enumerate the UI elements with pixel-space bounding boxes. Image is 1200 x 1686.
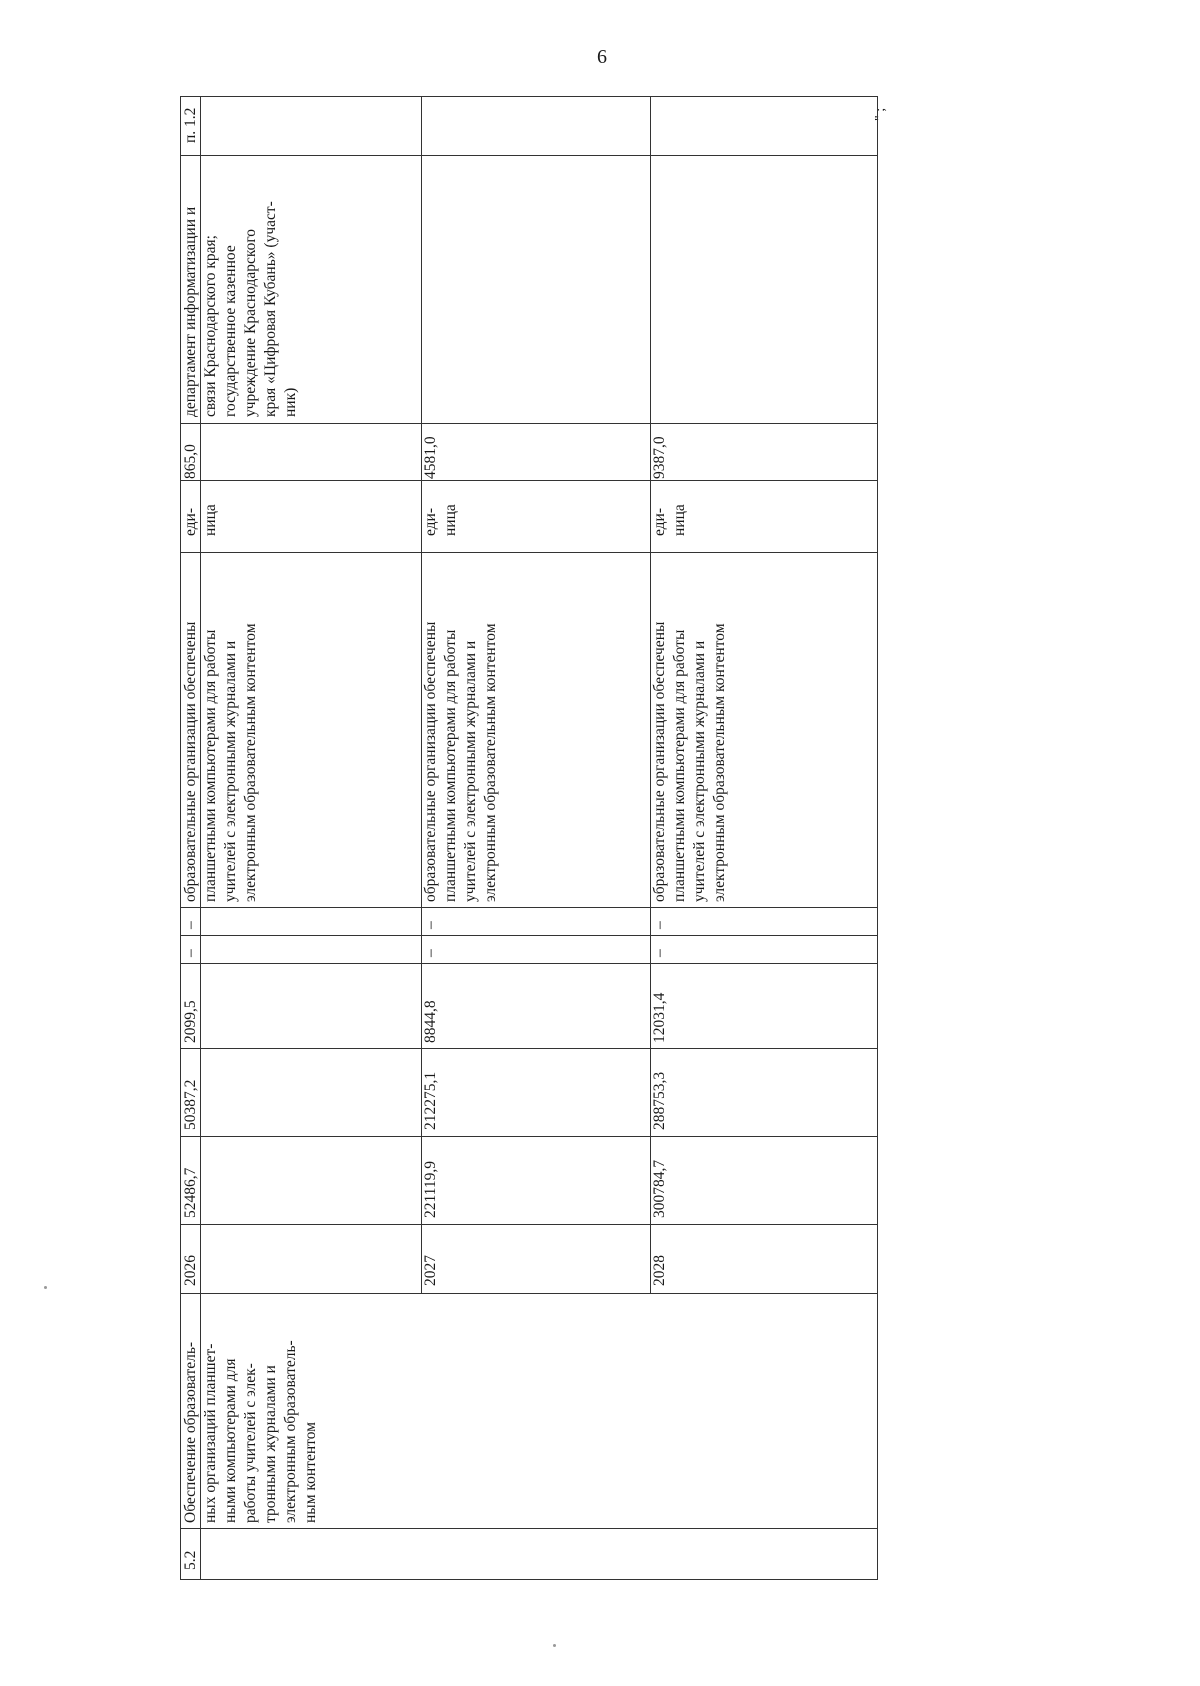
cell-federal [181,963,200,1048]
result-text: образовательные организации обеспечены планшетными компьютерами для работы учителей с электронными журналами и электронным образовательным контентом [182,621,259,902]
federal-text: 8844,8 [422,1000,439,1043]
cell-row-number [181,1528,200,1579]
cell-regional [421,1048,440,1136]
cell-unit [181,480,221,552]
row-number-text: 5.2 [182,1550,199,1570]
cell-total [650,1136,669,1224]
cell-total [421,1136,440,1224]
responsible-text: департамент информатизации и связи Краснодарского края; государственное казенное учреждение Краснодарского края «Цифровая Кубань» (участ- ник) [182,201,299,417]
reference-text: п. 1.2 [182,107,199,143]
cell-federal [421,963,440,1048]
total-text: 221119,9 [422,1161,439,1218]
table-rule [181,1224,877,1225]
cell-regional [181,1048,200,1136]
year-text: 2028 [651,1255,668,1286]
cell-total [181,1136,200,1224]
year-text: 2027 [422,1255,439,1286]
margin-mark: " ; [873,107,888,121]
dash-text: – [651,949,668,957]
cell-unit [650,480,690,552]
table-rule [181,480,877,481]
page-number: 6 [597,46,607,68]
cell-reference [181,97,200,155]
table-rule [181,423,877,424]
cell-value [181,423,200,480]
cell-year [650,1224,669,1293]
measure-name-text: Обеспечение образователь- ных организаций планшет- ными компьютерами для работы учителей с элек- тронными журналами и электронным образователь- ным контентом [182,1340,319,1523]
cell-year [421,1224,440,1293]
regional-text: 50387,2 [182,1079,199,1130]
table-rule [181,963,877,964]
regional-text: 212275,1 [422,1071,439,1130]
cell-federal [650,963,669,1048]
table-rule [181,1528,877,1529]
cell-result [181,552,421,907]
cell-measure-name [181,1293,877,1528]
dash-text: – [182,949,199,957]
rotated-table [180,96,878,1580]
cell-regional [650,1048,669,1136]
dash-text: – [422,921,439,929]
scan-speck [553,1644,556,1647]
federal-text: 2099,5 [182,1000,199,1043]
year-text: 2026 [182,1255,199,1286]
cell-col-b [650,935,669,963]
dash-text: – [182,921,199,929]
table-rule [181,907,877,908]
unit-text: еди- ница [182,504,219,536]
total-text: 52486,7 [182,1167,199,1218]
cell-col-b [421,935,440,963]
total-text: 300784,7 [651,1159,668,1218]
cell-col-b [181,935,200,963]
cell-col-a [181,907,200,935]
result-text: образовательные организации обеспечены планшетными компьютерами для работы учителей с электронными журналами и электронным образовательным контентом [422,621,499,902]
federal-text: 12031,4 [651,992,668,1043]
cell-value [421,423,440,480]
scan-speck [44,1286,47,1289]
table-rule [181,935,877,936]
dash-text: – [651,921,668,929]
result-text: образовательные организации обеспечены планшетными компьютерами для работы учителей с электронными журналами и электронным образовательным контентом [651,621,728,902]
unit-text: еди- ница [651,504,688,536]
dash-text: – [422,949,439,957]
unit-text: еди- ница [422,504,459,536]
cell-col-a [650,907,669,935]
cell-result [650,552,877,907]
value-text: 9387,0 [651,436,668,479]
table-rule [181,1048,877,1049]
value-text: 4581,0 [422,436,439,479]
regional-text: 288753,3 [651,1071,668,1130]
cell-responsible [181,155,877,423]
table-rule [181,1136,877,1137]
cell-col-a [421,907,440,935]
cell-value [650,423,669,480]
cell-unit [421,480,461,552]
value-text: 865,0 [182,444,199,479]
cell-year [181,1224,200,1293]
cell-result [421,552,650,907]
